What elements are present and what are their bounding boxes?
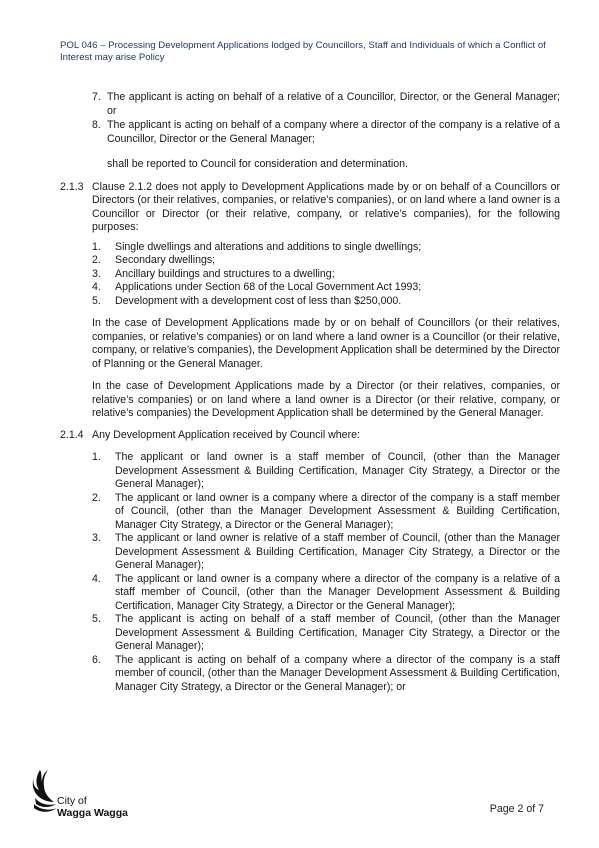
- list-number: 4.: [92, 572, 101, 585]
- list-number: 1.: [92, 451, 101, 463]
- list-item: [60, 254, 560, 268]
- clause-number: 2.1.3: [60, 180, 84, 193]
- clause-2-1-4: [60, 429, 560, 443]
- list-number: 2.: [92, 254, 101, 266]
- list-item: [60, 573, 560, 614]
- clause-intro: Any Development Application received by Council where:: [92, 428, 360, 441]
- top-list: [60, 91, 560, 146]
- list-item: [60, 532, 560, 573]
- header-title: POL 046 – Processing Development Applications lodged by Councillors, Staff and Individuals of which a Conflict of Interest may arise Policy: [60, 40, 546, 63]
- list-text: Secondary dwellings;: [115, 254, 216, 266]
- clause-2-1-3: [60, 181, 560, 235]
- list-item: [60, 451, 560, 492]
- list-number: 3.: [92, 267, 101, 280]
- list-number: 4.: [92, 281, 101, 293]
- list-number: 1.: [92, 240, 101, 253]
- list-item: [60, 268, 560, 282]
- clause-2-1-3-para-1: In the case of Development Applications made by or on behalf of Councillors (or their relatives, companies, or relative’s companies) or on land where a land owner is a Councillor (or their relative, company, or relative’s companies), the Development Application shall be determined by the Director of Planning or the General Manager.: [92, 317, 560, 370]
- page-number: Page 2 of 7: [489, 803, 544, 815]
- list-text: Applications under Section 68 of the Local Government Act 1993;: [115, 281, 422, 293]
- list-item: [60, 241, 560, 255]
- list-item: [60, 295, 560, 309]
- clause-number: 2.1.4: [60, 428, 84, 441]
- list-text: The applicant is acting on behalf of a company where a director of the company is a staff member of council, (other than the Manager Development Assessment & Building Certification, Manager City Strategy, a Director or the General Manager); or: [115, 653, 560, 693]
- list-text: The applicant or land owner is a company where a director of the company is a relative of a staff member of Council, (other than the Manager Development Assessment & Building Certification, Manager City Strategy, a Director or the General Manager);: [115, 572, 560, 612]
- list-item: [60, 281, 560, 295]
- clause-2-1-3-list: [60, 241, 560, 309]
- logo-line-2: Wagga Wagga: [57, 807, 128, 819]
- list-number: 7.: [92, 91, 101, 103]
- document-body: [60, 91, 560, 694]
- list-item: [60, 91, 560, 118]
- list-item: [60, 119, 560, 146]
- list-number: 2.: [92, 491, 101, 504]
- list-text: Single dwellings and alterations and additions to single dwellings;: [115, 240, 422, 253]
- list-number: 3.: [92, 532, 101, 544]
- list-item: [60, 613, 560, 654]
- document-header: [60, 40, 560, 64]
- list-number: 8.: [92, 119, 101, 131]
- list-text: The applicant or land owner is relative of a staff member of Council, (other than the Manager Development Assessment & Building Certification, Manager City Strategy, a Director or the General Manager);: [115, 532, 560, 571]
- list-text: Development with a development cost of less than $250,000.: [115, 294, 402, 307]
- clause-intro: Clause 2.1.2 does not apply to Development Applications made by or on behalf of a Councillors or Directors (or their relatives, companies, or relative’s companies), or on land where a land owner is a Councillor or Director (or their relative, company, or relative’s companies), for the following purposes:: [92, 180, 560, 233]
- top-tail-text: shall be reported to Council for consideration and determination.: [107, 158, 408, 170]
- list-number: 6.: [92, 653, 101, 666]
- list-text: The applicant is acting on behalf of a relative of a Councillor, Director, or the General Manager; or: [107, 91, 560, 117]
- list-text: The applicant or land owner is a staff member of Council, (other than the Manager Development Assessment & Building Certification, Manager City Strategy, a Director or the General Manager);: [115, 451, 560, 490]
- city-logo-text: [57, 795, 128, 819]
- list-number: 5.: [92, 613, 101, 625]
- clause-2-1-3-para-2: In the case of Development Applications made by a Director (or their relatives, companies, or relative’s companies) or on land where a land owner is a Director (or their relative, company, or relative’s companies) the Development Application shall be determined by the General Manager.: [92, 380, 560, 419]
- clause-2-1-4-list: [60, 451, 560, 694]
- list-number: 5.: [92, 294, 101, 307]
- list-text: The applicant is acting on behalf of a company where a director of the company is a relative of a Councillor, Director or the General Manager;: [107, 119, 560, 145]
- list-text: Ancillary buildings and structures to a dwelling;: [115, 267, 335, 280]
- list-text: The applicant or land owner is a company where a director of the company is a staff member of Council, (other than the Manager Development Assessment & Building Certification, Manager City Strategy, a Director or the General Manager);: [115, 491, 560, 531]
- list-item: [60, 654, 560, 695]
- list-text: The applicant is acting on behalf of a staff member of Council, (other than the Manager Development Assessment & Building Certification, Manager City Strategy, a Director or the General Manager);: [115, 613, 560, 652]
- logo-line-1: City of: [57, 795, 87, 807]
- list-item: [60, 492, 560, 533]
